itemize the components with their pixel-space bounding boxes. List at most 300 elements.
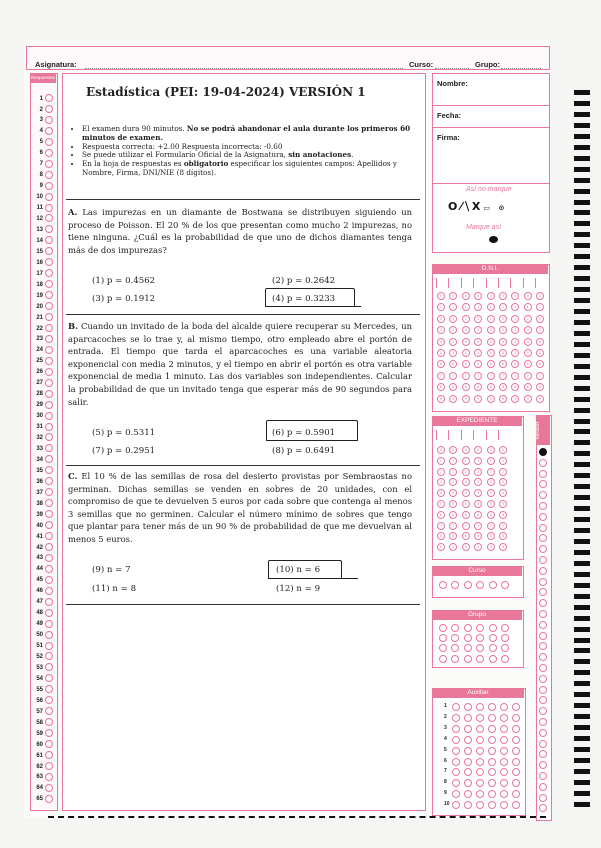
answer-bubble-row[interactable] bbox=[33, 182, 53, 191]
auxiliar-bubble[interactable] bbox=[464, 758, 472, 766]
dni-bubble[interactable]: 9 bbox=[511, 395, 519, 403]
expediente-bubble[interactable]: 1 bbox=[487, 457, 495, 465]
grupo-bubble[interactable] bbox=[439, 624, 447, 632]
dni-bubble[interactable]: 5 bbox=[487, 349, 495, 357]
expediente-bubble[interactable]: 6 bbox=[462, 511, 470, 519]
expediente-digit-cell[interactable] bbox=[448, 430, 449, 440]
expediente-bubble[interactable]: 3 bbox=[437, 478, 445, 486]
expediente-bubble[interactable]: 1 bbox=[462, 457, 470, 465]
answer-bubble-row[interactable] bbox=[33, 554, 53, 563]
expediente-bubble[interactable]: 0 bbox=[487, 446, 495, 454]
answer-bubble-row[interactable] bbox=[33, 729, 53, 738]
expediente-digit-cell[interactable] bbox=[486, 430, 487, 440]
expediente-bubble[interactable]: 4 bbox=[474, 489, 482, 497]
grupo-bubble[interactable] bbox=[476, 655, 484, 663]
answer-bubble-row[interactable] bbox=[33, 193, 53, 202]
grupo-bubble[interactable] bbox=[451, 655, 459, 663]
answer-bubble-row[interactable] bbox=[33, 576, 53, 585]
dni-bubble[interactable]: 1 bbox=[499, 303, 507, 311]
auxiliar-bubble[interactable] bbox=[452, 714, 460, 722]
nombre-field[interactable] bbox=[432, 73, 550, 107]
dni-bubble[interactable]: 0 bbox=[511, 292, 519, 300]
expediente-digit-cell[interactable] bbox=[498, 430, 499, 440]
version-bubble[interactable] bbox=[539, 772, 547, 780]
answer-bubble-row[interactable] bbox=[33, 171, 53, 180]
dni-bubble[interactable]: 2 bbox=[511, 315, 519, 323]
answer-bubble-row[interactable] bbox=[33, 236, 53, 245]
answer-bubble-row[interactable] bbox=[33, 401, 53, 410]
answer-bubble-row[interactable] bbox=[33, 204, 53, 213]
expediente-bubble[interactable]: 4 bbox=[437, 489, 445, 497]
dni-bubble[interactable]: 7 bbox=[462, 372, 470, 380]
auxiliar-bubble[interactable] bbox=[488, 736, 496, 744]
answer-bubble-row[interactable] bbox=[33, 160, 53, 169]
auxiliar-bubble[interactable] bbox=[512, 725, 520, 733]
expediente-bubble[interactable]: 7 bbox=[499, 522, 507, 530]
dni-bubble[interactable]: 0 bbox=[474, 292, 482, 300]
option-1[interactable]: (1) p = 0.4562 bbox=[92, 276, 156, 286]
dni-bubble[interactable]: 4 bbox=[487, 338, 495, 346]
answer-bubble-row[interactable] bbox=[33, 280, 53, 289]
auxiliar-bubble[interactable] bbox=[452, 747, 460, 755]
answer-bubble-row[interactable] bbox=[33, 795, 53, 804]
dni-digit-cell[interactable] bbox=[535, 278, 536, 288]
auxiliar-bubble[interactable] bbox=[476, 703, 484, 711]
option-4[interactable]: (4) p = 0.3233 bbox=[272, 294, 336, 304]
fecha-field[interactable] bbox=[432, 105, 550, 129]
auxiliar-bubble[interactable] bbox=[488, 758, 496, 766]
dni-bubble[interactable]: 9 bbox=[536, 395, 544, 403]
answer-bubble-row[interactable] bbox=[33, 521, 53, 530]
version-bubble[interactable] bbox=[539, 513, 547, 521]
answer-bubble-row[interactable] bbox=[33, 258, 53, 267]
answer-bubble-row[interactable] bbox=[33, 127, 53, 136]
option-2[interactable]: (2) p = 0.2642 bbox=[272, 276, 336, 286]
grupo-bubble[interactable] bbox=[464, 634, 472, 642]
expediente-bubble[interactable]: 2 bbox=[499, 468, 507, 476]
answer-bubble-row[interactable] bbox=[33, 773, 53, 782]
answer-bubble-row[interactable] bbox=[33, 444, 53, 453]
dni-bubble[interactable]: 9 bbox=[462, 395, 470, 403]
expediente-bubble[interactable]: 8 bbox=[474, 532, 482, 540]
expediente-bubble[interactable]: 4 bbox=[462, 489, 470, 497]
dni-bubble[interactable]: 0 bbox=[524, 292, 532, 300]
dni-bubble[interactable]: 7 bbox=[449, 372, 457, 380]
answer-bubble-row[interactable] bbox=[33, 543, 53, 552]
dni-bubble[interactable]: 2 bbox=[437, 315, 445, 323]
dni-bubble[interactable]: 6 bbox=[536, 360, 544, 368]
version-bubble[interactable] bbox=[539, 664, 547, 672]
dni-bubble[interactable]: 8 bbox=[437, 383, 445, 391]
version-bubble[interactable] bbox=[539, 783, 547, 791]
expediente-bubble[interactable]: 4 bbox=[499, 489, 507, 497]
auxiliar-bubble[interactable] bbox=[512, 703, 520, 711]
expediente-bubble[interactable]: 0 bbox=[462, 446, 470, 454]
auxiliar-bubble[interactable] bbox=[512, 747, 520, 755]
dni-digit-cell[interactable] bbox=[448, 278, 449, 288]
auxiliar-bubble[interactable] bbox=[488, 747, 496, 755]
dni-bubble[interactable]: 5 bbox=[449, 349, 457, 357]
auxiliar-bubble[interactable] bbox=[452, 736, 460, 744]
dni-bubble[interactable]: 9 bbox=[449, 395, 457, 403]
expediente-bubble[interactable]: 5 bbox=[499, 500, 507, 508]
dni-bubble[interactable]: 8 bbox=[487, 383, 495, 391]
answer-bubble-row[interactable] bbox=[33, 620, 53, 629]
dni-bubble[interactable]: 8 bbox=[511, 383, 519, 391]
curso-bubble[interactable] bbox=[464, 581, 472, 589]
answer-bubble-row[interactable] bbox=[33, 324, 53, 333]
expediente-bubble[interactable]: 3 bbox=[449, 478, 457, 486]
dni-bubble[interactable]: 3 bbox=[437, 326, 445, 334]
auxiliar-bubble[interactable] bbox=[500, 736, 508, 744]
auxiliar-bubble[interactable] bbox=[476, 725, 484, 733]
answer-bubble-row[interactable] bbox=[33, 510, 53, 519]
dni-bubble[interactable]: 3 bbox=[524, 326, 532, 334]
dni-bubble[interactable]: 4 bbox=[536, 338, 544, 346]
answer-bubble-row[interactable] bbox=[33, 379, 53, 388]
answer-bubble-row[interactable] bbox=[33, 762, 53, 771]
answer-bubble-row[interactable] bbox=[33, 707, 53, 716]
expediente-bubble[interactable]: 2 bbox=[474, 468, 482, 476]
answer-bubble-row[interactable] bbox=[33, 433, 53, 442]
answer-bubble-row[interactable] bbox=[33, 335, 53, 344]
dni-bubble[interactable]: 6 bbox=[499, 360, 507, 368]
option-7[interactable]: (7) p = 0.2951 bbox=[92, 446, 156, 456]
expediente-bubble[interactable]: 0 bbox=[474, 446, 482, 454]
answer-bubble-row[interactable] bbox=[33, 609, 53, 618]
version-bubble[interactable] bbox=[539, 448, 547, 456]
expediente-bubble[interactable]: 6 bbox=[499, 511, 507, 519]
expediente-bubble[interactable]: 8 bbox=[462, 532, 470, 540]
expediente-bubble[interactable]: 3 bbox=[462, 478, 470, 486]
expediente-bubble[interactable]: 5 bbox=[487, 500, 495, 508]
dni-bubble[interactable]: 5 bbox=[462, 349, 470, 357]
auxiliar-bubble[interactable] bbox=[464, 703, 472, 711]
dni-bubble[interactable]: 1 bbox=[449, 303, 457, 311]
auxiliar-bubble[interactable] bbox=[500, 747, 508, 755]
auxiliar-bubble[interactable] bbox=[452, 725, 460, 733]
dni-bubble[interactable]: 4 bbox=[474, 338, 482, 346]
dni-bubble[interactable]: 3 bbox=[474, 326, 482, 334]
grupo-bubble[interactable] bbox=[489, 644, 497, 652]
auxiliar-bubble[interactable] bbox=[476, 736, 484, 744]
expediente-bubble[interactable]: 5 bbox=[437, 500, 445, 508]
expediente-bubble[interactable]: 6 bbox=[437, 511, 445, 519]
expediente-bubble[interactable]: 9 bbox=[487, 543, 495, 551]
expediente-bubble[interactable]: 2 bbox=[437, 468, 445, 476]
answer-bubble-row[interactable] bbox=[33, 631, 53, 640]
answer-bubble-row[interactable] bbox=[33, 685, 53, 694]
answer-bubble-row[interactable] bbox=[33, 751, 53, 760]
dni-bubble[interactable]: 0 bbox=[536, 292, 544, 300]
version-bubble[interactable] bbox=[539, 610, 547, 618]
grupo-bubble[interactable] bbox=[439, 655, 447, 663]
dni-bubble[interactable]: 5 bbox=[474, 349, 482, 357]
auxiliar-bubble[interactable] bbox=[476, 714, 484, 722]
answer-bubble-row[interactable] bbox=[33, 718, 53, 727]
answer-bubble-row[interactable] bbox=[33, 214, 53, 223]
expediente-bubble[interactable]: 0 bbox=[449, 446, 457, 454]
dni-bubble[interactable]: 6 bbox=[511, 360, 519, 368]
version-bubble[interactable] bbox=[539, 794, 547, 802]
answer-bubble-row[interactable] bbox=[33, 663, 53, 672]
auxiliar-bubble[interactable] bbox=[512, 736, 520, 744]
expediente-bubble[interactable]: 6 bbox=[487, 511, 495, 519]
auxiliar-bubble[interactable] bbox=[500, 725, 508, 733]
expediente-bubble[interactable]: 6 bbox=[474, 511, 482, 519]
expediente-bubble[interactable]: 6 bbox=[449, 511, 457, 519]
expediente-bubble[interactable]: 2 bbox=[487, 468, 495, 476]
answer-bubble-row[interactable] bbox=[33, 784, 53, 793]
expediente-bubble[interactable]: 1 bbox=[437, 457, 445, 465]
auxiliar-bubble[interactable] bbox=[464, 736, 472, 744]
dni-bubble[interactable]: 1 bbox=[536, 303, 544, 311]
auxiliar-bubble[interactable] bbox=[488, 725, 496, 733]
answer-bubble-row[interactable] bbox=[33, 116, 53, 125]
answer-bubble-row[interactable] bbox=[33, 412, 53, 421]
version-bubble[interactable] bbox=[539, 502, 547, 510]
expediente-bubble[interactable]: 3 bbox=[487, 478, 495, 486]
dni-bubble[interactable]: 6 bbox=[449, 360, 457, 368]
answer-bubble-row[interactable] bbox=[33, 423, 53, 432]
answer-bubble-row[interactable] bbox=[33, 455, 53, 464]
expediente-bubble[interactable]: 4 bbox=[487, 489, 495, 497]
answer-bubble-row[interactable] bbox=[33, 499, 53, 508]
dni-bubble[interactable]: 3 bbox=[536, 326, 544, 334]
dni-bubble[interactable]: 3 bbox=[487, 326, 495, 334]
auxiliar-bubble[interactable] bbox=[512, 758, 520, 766]
dni-digit-cell[interactable] bbox=[473, 278, 474, 288]
option-10[interactable]: (10) n = 6 bbox=[276, 565, 321, 575]
version-bubble[interactable] bbox=[539, 578, 547, 586]
dni-bubble[interactable]: 0 bbox=[449, 292, 457, 300]
dni-bubble[interactable]: 9 bbox=[487, 395, 495, 403]
expediente-bubble[interactable]: 4 bbox=[449, 489, 457, 497]
dni-bubble[interactable]: 4 bbox=[462, 338, 470, 346]
dni-bubble[interactable]: 3 bbox=[462, 326, 470, 334]
expediente-bubble[interactable]: 2 bbox=[462, 468, 470, 476]
dni-bubble[interactable]: 6 bbox=[474, 360, 482, 368]
answer-bubble-row[interactable] bbox=[33, 642, 53, 651]
dni-bubble[interactable]: 1 bbox=[437, 303, 445, 311]
option-5[interactable]: (5) p = 0.5311 bbox=[92, 428, 156, 438]
expediente-bubble[interactable]: 1 bbox=[449, 457, 457, 465]
dni-digit-cell[interactable] bbox=[510, 278, 511, 288]
auxiliar-bubble[interactable] bbox=[464, 725, 472, 733]
expediente-bubble[interactable]: 8 bbox=[499, 532, 507, 540]
dni-bubble[interactable]: 1 bbox=[474, 303, 482, 311]
dni-bubble[interactable]: 8 bbox=[474, 383, 482, 391]
dni-bubble[interactable]: 4 bbox=[437, 338, 445, 346]
answer-bubble-row[interactable] bbox=[33, 269, 53, 278]
dni-bubble[interactable]: 7 bbox=[487, 372, 495, 380]
dni-bubble[interactable]: 5 bbox=[437, 349, 445, 357]
expediente-bubble[interactable]: 3 bbox=[474, 478, 482, 486]
dni-bubble[interactable]: 2 bbox=[536, 315, 544, 323]
dni-bubble[interactable]: 7 bbox=[536, 372, 544, 380]
answer-bubble-row[interactable] bbox=[33, 138, 53, 147]
dni-bubble[interactable]: 9 bbox=[524, 395, 532, 403]
expediente-digit-cell[interactable] bbox=[436, 430, 437, 440]
expediente-bubble[interactable]: 7 bbox=[437, 522, 445, 530]
dni-bubble[interactable]: 8 bbox=[462, 383, 470, 391]
version-bubble[interactable] bbox=[539, 556, 547, 564]
auxiliar-bubble[interactable] bbox=[488, 714, 496, 722]
option-6[interactable]: (6) p = 0.5901 bbox=[272, 428, 336, 438]
dni-digit-cell[interactable] bbox=[523, 278, 524, 288]
dni-bubble[interactable]: 0 bbox=[462, 292, 470, 300]
dni-bubble[interactable]: 7 bbox=[511, 372, 519, 380]
expediente-bubble[interactable]: 9 bbox=[462, 543, 470, 551]
version-bubble[interactable] bbox=[539, 470, 547, 478]
option-9[interactable]: (9) n = 7 bbox=[92, 565, 131, 575]
dni-digit-cell[interactable] bbox=[436, 278, 437, 288]
answer-bubble-row[interactable] bbox=[33, 740, 53, 749]
auxiliar-bubble[interactable] bbox=[500, 714, 508, 722]
version-bubble[interactable] bbox=[539, 621, 547, 629]
answer-bubble-row[interactable] bbox=[33, 225, 53, 234]
expediente-bubble[interactable]: 5 bbox=[474, 500, 482, 508]
expediente-bubble[interactable]: 1 bbox=[499, 457, 507, 465]
dni-bubble[interactable]: 3 bbox=[449, 326, 457, 334]
answer-bubble-row[interactable] bbox=[33, 488, 53, 497]
auxiliar-bubble[interactable] bbox=[464, 714, 472, 722]
dni-bubble[interactable]: 8 bbox=[499, 383, 507, 391]
answer-bubble-row[interactable] bbox=[33, 390, 53, 399]
dni-bubble[interactable]: 6 bbox=[524, 360, 532, 368]
expediente-bubble[interactable]: 8 bbox=[449, 532, 457, 540]
auxiliar-bubble[interactable] bbox=[488, 703, 496, 711]
dni-bubble[interactable]: 8 bbox=[536, 383, 544, 391]
version-bubble[interactable] bbox=[539, 718, 547, 726]
answer-bubble-row[interactable] bbox=[33, 247, 53, 256]
dni-bubble[interactable]: 2 bbox=[524, 315, 532, 323]
auxiliar-bubble[interactable] bbox=[452, 703, 460, 711]
dni-digit-cell[interactable] bbox=[498, 278, 499, 288]
dni-bubble[interactable]: 7 bbox=[474, 372, 482, 380]
dni-bubble[interactable]: 9 bbox=[499, 395, 507, 403]
expediente-bubble[interactable]: 1 bbox=[474, 457, 482, 465]
grupo-bubble[interactable] bbox=[464, 624, 472, 632]
curso-bubble[interactable] bbox=[501, 581, 509, 589]
expediente-bubble[interactable]: 0 bbox=[437, 446, 445, 454]
expediente-bubble[interactable]: 5 bbox=[462, 500, 470, 508]
dni-bubble[interactable]: 9 bbox=[437, 395, 445, 403]
dni-bubble[interactable]: 2 bbox=[449, 315, 457, 323]
auxiliar-bubble[interactable] bbox=[476, 758, 484, 766]
version-bubble[interactable] bbox=[539, 632, 547, 640]
grupo-bubble[interactable] bbox=[464, 655, 472, 663]
dni-digit-cell[interactable] bbox=[461, 278, 462, 288]
option-8[interactable]: (8) p = 0.6491 bbox=[272, 446, 336, 456]
dni-bubble[interactable]: 8 bbox=[449, 383, 457, 391]
expediente-digit-cell[interactable] bbox=[473, 430, 474, 440]
answer-bubble-row[interactable] bbox=[33, 94, 53, 103]
auxiliar-bubble[interactable] bbox=[512, 714, 520, 722]
answer-bubble-row[interactable] bbox=[33, 532, 53, 541]
dni-bubble[interactable]: 5 bbox=[511, 349, 519, 357]
version-bubble[interactable] bbox=[539, 686, 547, 694]
dni-bubble[interactable]: 6 bbox=[487, 360, 495, 368]
grupo-bubble[interactable] bbox=[489, 634, 497, 642]
dni-bubble[interactable]: 1 bbox=[462, 303, 470, 311]
dni-bubble[interactable]: 1 bbox=[487, 303, 495, 311]
dni-bubble[interactable]: 9 bbox=[474, 395, 482, 403]
option-11[interactable]: (11) n = 8 bbox=[92, 584, 137, 594]
curso-bubble[interactable] bbox=[489, 581, 497, 589]
grupo-bubble[interactable] bbox=[501, 655, 509, 663]
answer-bubble-row[interactable] bbox=[33, 346, 53, 355]
answer-bubble-row[interactable] bbox=[33, 696, 53, 705]
answer-bubble-row[interactable] bbox=[33, 313, 53, 322]
dni-bubble[interactable]: 3 bbox=[511, 326, 519, 334]
answer-bubble-row[interactable] bbox=[33, 368, 53, 377]
dni-bubble[interactable]: 7 bbox=[524, 372, 532, 380]
grupo-bubble[interactable] bbox=[489, 624, 497, 632]
dni-bubble[interactable]: 0 bbox=[499, 292, 507, 300]
expediente-bubble[interactable]: 9 bbox=[474, 543, 482, 551]
dni-bubble[interactable]: 7 bbox=[437, 372, 445, 380]
answer-bubble-row[interactable] bbox=[33, 466, 53, 475]
expediente-bubble[interactable]: 0 bbox=[499, 446, 507, 454]
expediente-bubble[interactable]: 7 bbox=[474, 522, 482, 530]
expediente-bubble[interactable]: 9 bbox=[437, 543, 445, 551]
version-bubble[interactable] bbox=[539, 675, 547, 683]
answer-bubble-row[interactable] bbox=[33, 587, 53, 596]
curso-bubble[interactable] bbox=[439, 581, 447, 589]
answer-bubble-row[interactable] bbox=[33, 674, 53, 683]
expediente-bubble[interactable]: 2 bbox=[449, 468, 457, 476]
dni-bubble[interactable]: 1 bbox=[511, 303, 519, 311]
option-12[interactable]: (12) n = 9 bbox=[276, 584, 321, 594]
version-bubble[interactable] bbox=[539, 567, 547, 575]
dni-bubble[interactable]: 5 bbox=[524, 349, 532, 357]
expediente-bubble[interactable]: 5 bbox=[449, 500, 457, 508]
dni-bubble[interactable]: 1 bbox=[524, 303, 532, 311]
dni-bubble[interactable]: 5 bbox=[536, 349, 544, 357]
answer-bubble-row[interactable] bbox=[33, 302, 53, 311]
firma-field[interactable] bbox=[432, 127, 550, 185]
answer-bubble-row[interactable] bbox=[33, 357, 53, 366]
answer-bubble-row[interactable] bbox=[33, 149, 53, 158]
dni-bubble[interactable]: 3 bbox=[499, 326, 507, 334]
dni-bubble[interactable]: 4 bbox=[449, 338, 457, 346]
auxiliar-bubble[interactable] bbox=[452, 758, 460, 766]
grupo-bubble[interactable] bbox=[489, 655, 497, 663]
dni-bubble[interactable]: 2 bbox=[499, 315, 507, 323]
expediente-bubble[interactable]: 8 bbox=[437, 532, 445, 540]
version-bubble[interactable] bbox=[539, 524, 547, 532]
answer-bubble-row[interactable] bbox=[33, 105, 53, 114]
option-3[interactable]: (3) p = 0.1912 bbox=[92, 294, 156, 304]
dni-bubble[interactable]: 6 bbox=[462, 360, 470, 368]
dni-digit-cell[interactable] bbox=[486, 278, 487, 288]
expediente-bubble[interactable]: 8 bbox=[487, 532, 495, 540]
dni-bubble[interactable]: 2 bbox=[487, 315, 495, 323]
dni-bubble[interactable]: 5 bbox=[499, 349, 507, 357]
dni-bubble[interactable]: 0 bbox=[437, 292, 445, 300]
version-bubble[interactable] bbox=[539, 459, 547, 467]
answer-bubble-row[interactable] bbox=[33, 565, 53, 574]
dni-bubble[interactable]: 4 bbox=[524, 338, 532, 346]
expediente-bubble[interactable]: 7 bbox=[449, 522, 457, 530]
answer-bubble-row[interactable] bbox=[33, 598, 53, 607]
expediente-digit-cell[interactable] bbox=[461, 430, 462, 440]
dni-bubble[interactable]: 7 bbox=[499, 372, 507, 380]
expediente-bubble[interactable]: 3 bbox=[499, 478, 507, 486]
answer-bubble-row[interactable] bbox=[33, 291, 53, 300]
expediente-bubble[interactable]: 7 bbox=[487, 522, 495, 530]
